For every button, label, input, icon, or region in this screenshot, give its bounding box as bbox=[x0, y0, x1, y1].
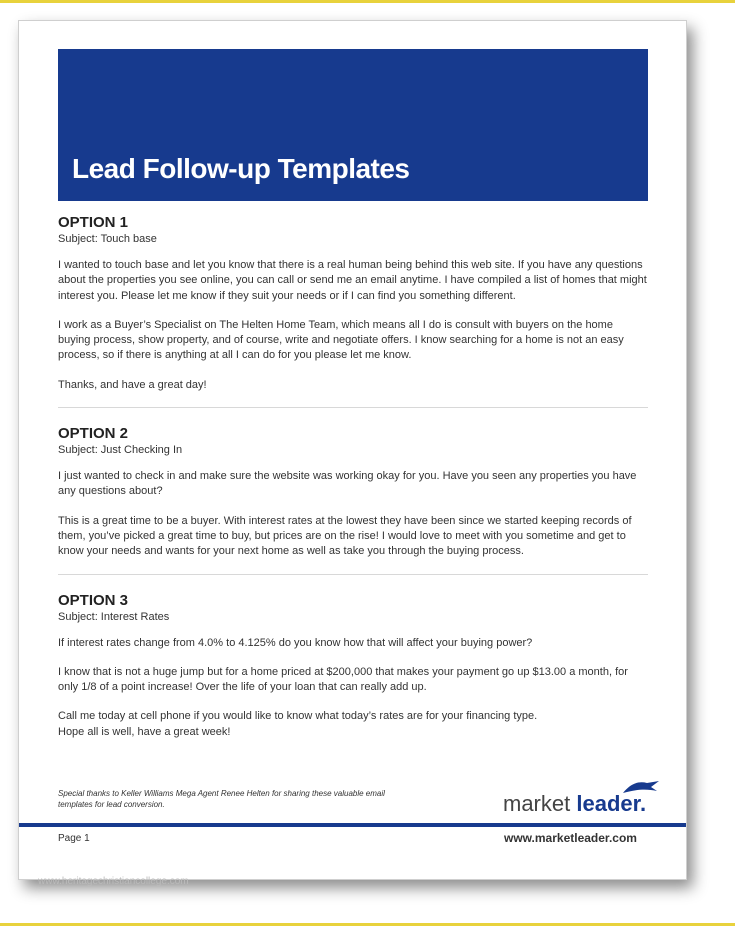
option-2-paragraph: I just wanted to check in and make sure the website was working okay for you. Have you seen any properties you have any questions about? bbox=[58, 470, 637, 498]
option-2-subject: Subject: Just Checking In bbox=[58, 444, 183, 457]
option-3-paragraph: If interest rates change from 4.0% to 4.125% do you know how that will affect your buying power? bbox=[58, 636, 533, 649]
page-number: Page 1 bbox=[58, 833, 90, 844]
option-2-paragraph: This is a great time to be a buyer. With interest rates at the lowest they have been since we started keeping records of them, you’ve picked a great time to buy, but prices are on the rise! I would love to meet with you sometime and get to know your needs and wants for your next home as well as take you through the buying process. bbox=[58, 514, 632, 558]
logo-word-leader: leader bbox=[576, 791, 640, 816]
logo-dot: . bbox=[639, 791, 647, 816]
option-3-subject: Subject: Interest Rates bbox=[58, 610, 170, 623]
header-banner bbox=[58, 49, 648, 201]
section-divider bbox=[58, 574, 648, 575]
option-3-title: OPTION 3 bbox=[58, 591, 129, 609]
option-3-section bbox=[58, 592, 648, 740]
option-1-title: OPTION 1 bbox=[58, 214, 129, 231]
credit-note: Special thanks to Keller Williams Mega Agent Renee Helten for sharing these valuable email templates for lead conversion. bbox=[58, 789, 385, 809]
option-3-paragraph: Call me today at cell phone if you would like to know what today’s rates are for your financing type. bbox=[58, 710, 538, 723]
option-3-paragraph: I know that is not a huge jump but for a home priced at $200,000 that makes your payment go up $13.00 a month, for only 1/8 of a point increase! Over the life of your loan that can really add up. bbox=[58, 665, 628, 694]
footer-rule bbox=[19, 823, 686, 827]
option-1-subject: Subject: Touch base bbox=[58, 233, 157, 245]
option-1-paragraph: I wanted to touch base and let you know that there is a real human being behind this web site. If you have any questions about the properties you see online, you can call or send me an email anytime. I have compiled a list of homes that might interest you. Please let me know if they suit your needs or if I can find you something different. bbox=[58, 259, 647, 302]
document-title: Lead Follow-up Templates bbox=[72, 153, 410, 184]
option-1-section bbox=[58, 214, 648, 393]
market-leader-logo bbox=[503, 781, 663, 817]
content-area bbox=[58, 214, 648, 754]
logo-word-market: market bbox=[503, 791, 571, 816]
option-2-section bbox=[58, 425, 648, 559]
website-url[interactable]: www.marketleader.com bbox=[504, 831, 637, 845]
option-1-paragraph: I work as a Buyer’s Specialist on The Helten Home Team, which means all I do is consult with buyers on the home buying process, show property, and of course, write and negotiate offers. I know searching for a home is not an easy process, so if there is anything at all I can do for you please let me know. bbox=[58, 318, 624, 362]
option-1-paragraph: Thanks, and have a great day! bbox=[58, 378, 207, 391]
document-page bbox=[18, 20, 687, 880]
option-3-paragraph: Hope all is well, have a great week! bbox=[58, 725, 231, 738]
watermark: www.heritagechristiancollege.com bbox=[38, 876, 189, 887]
section-divider bbox=[58, 407, 648, 408]
option-2-title: OPTION 2 bbox=[58, 425, 129, 443]
